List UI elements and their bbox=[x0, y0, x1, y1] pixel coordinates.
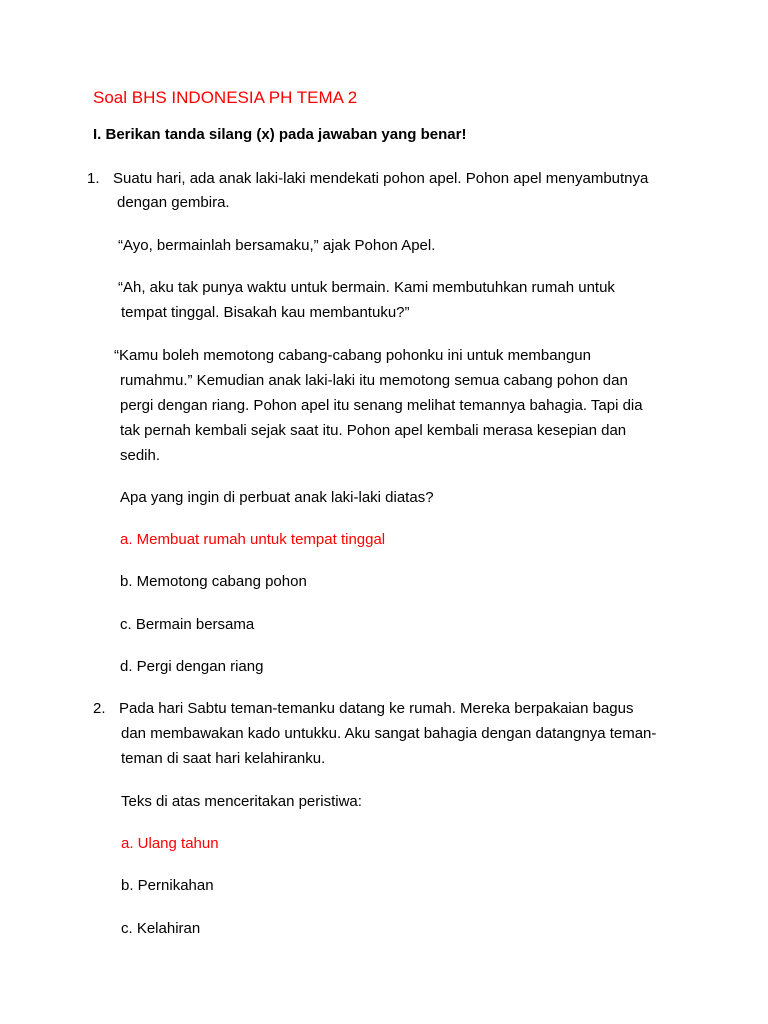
question-passage-line: dan membawakan kado untukku. Aku sangat bahagia dengan datangnya teman- bbox=[121, 725, 657, 742]
question-passage-line: dengan gembira. bbox=[117, 194, 230, 211]
dialog-line: rumahmu.” Kemudian anak laki-laki itu memotong semua cabang pohon dan bbox=[120, 372, 628, 389]
question-number: 2. bbox=[93, 700, 106, 717]
answer-option: c. Kelahiran bbox=[121, 920, 201, 937]
answer-option: c. Bermain bersama bbox=[120, 616, 255, 633]
answer-option: d. Pergi dengan riang bbox=[120, 658, 264, 675]
instruction-heading: I. Berikan tanda silang (x) pada jawaban yang benar! bbox=[93, 126, 467, 143]
question-prompt: Apa yang ingin di perbuat anak laki-laki diatas? bbox=[120, 489, 434, 506]
answer-option: b. Pernikahan bbox=[121, 877, 214, 894]
question-number: 1. bbox=[87, 170, 100, 187]
page-title: Soal BHS INDONESIA PH TEMA 2 bbox=[93, 88, 358, 107]
answer-option-correct: a. Membuat rumah untuk tempat tinggal bbox=[120, 531, 386, 548]
dialog-line: pergi dengan riang. Pohon apel itu senang melihat temannya bahagia. Tapi dia bbox=[120, 397, 643, 414]
dialog-line: “Ah, aku tak punya waktu untuk bermain. Kami membutuhkan rumah untuk bbox=[118, 279, 615, 296]
question-passage-line: teman di saat hari kelahiranku. bbox=[121, 750, 326, 767]
dialog-line: tak pernah kembali sejak saat itu. Pohon apel kembali merasa kesepian dan bbox=[120, 422, 627, 439]
answer-option-correct: a. Ulang tahun bbox=[121, 835, 219, 852]
dialog-line: “Ayo, bermainlah bersamaku,” ajak Pohon Apel. bbox=[118, 237, 436, 254]
question-passage-line: Suatu hari, ada anak laki-laki mendekati pohon apel. Pohon apel menyambutnya bbox=[113, 170, 649, 187]
answer-option: b. Memotong cabang pohon bbox=[120, 573, 307, 590]
dialog-line: tempat tinggal. Bisakah kau membantuku?” bbox=[121, 304, 410, 321]
question-passage-line: Pada hari Sabtu teman-temanku datang ke rumah. Mereka berpakaian bagus bbox=[119, 700, 634, 717]
question-prompt: Teks di atas menceritakan peristiwa: bbox=[121, 793, 362, 810]
dialog-line: “Kamu boleh memotong cabang-cabang pohonku ini untuk membangun bbox=[114, 347, 591, 364]
dialog-line: sedih. bbox=[120, 447, 161, 464]
